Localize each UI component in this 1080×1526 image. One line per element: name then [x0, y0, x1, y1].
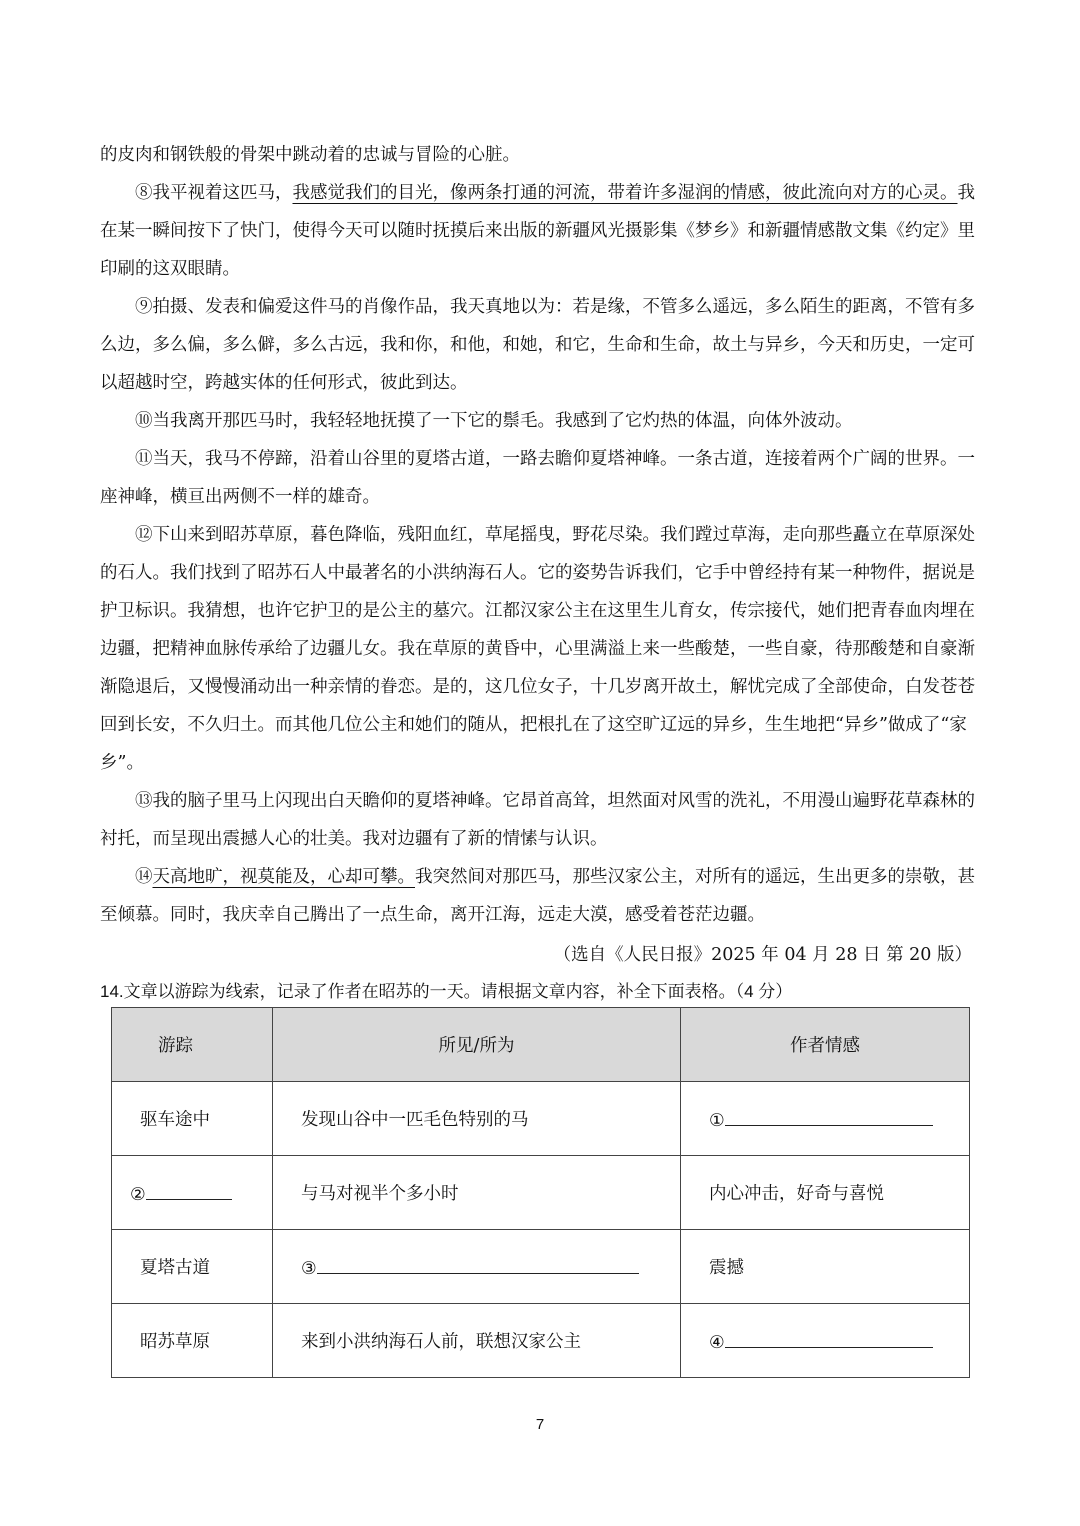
- paragraph-9: ⑨拍摄、发表和偏爱这件马的肖像作品，我天真地以为：若是缘，不管多么遥远，多么陌生的距离，不管有多么边，多么偏，多么僻，多么古远，我和你，和他，和她，和它，生命和生命，故土与异乡，今天和历史，一定可以超越时空，跨越实体的任何形式，彼此到达。: [100, 297, 975, 393]
- table-row: [112, 1156, 970, 1230]
- underlined-sentence: 天高地旷，视莫能及，心却可攀。: [152, 867, 415, 887]
- answer-blank-cell[interactable]: [273, 1230, 681, 1304]
- answer-blank-cell[interactable]: [681, 1304, 970, 1378]
- table-row: [112, 1304, 970, 1378]
- header-route: 游踪: [112, 1008, 273, 1082]
- table-row: [112, 1082, 970, 1156]
- source-citation: （选自《人民日报》2025 年 04 月 28 日 第 20 版）: [553, 945, 972, 965]
- paragraph-text: 的皮肉和钢铁般的骨架中跳动着的忠诚与冒险的心脏。: [100, 145, 520, 165]
- paragraph-number: ⑭: [135, 867, 153, 887]
- paragraph-number: ⑧: [135, 183, 153, 203]
- blank-line[interactable]: [725, 1329, 933, 1348]
- table-cell: 震撼: [681, 1230, 970, 1304]
- answer-blank-cell[interactable]: [112, 1156, 273, 1230]
- page-number: 7: [535, 1416, 545, 1433]
- table-cell: 发现山谷中一匹毛色特别的马: [273, 1082, 681, 1156]
- table-cell: 内心冲击，好奇与喜悦: [681, 1156, 970, 1230]
- underlined-sentence: 我感觉我们的目光，像两条打通的河流，带着许多湿润的情感，彼此流向对方的心灵。: [292, 183, 958, 203]
- paragraph-text: 我在某一瞬间按下了快门，使得今天可以随时抚摸后来出版的新疆风光摄影集《梦乡》和新疆情感散文集《约定》里印刷的这双眼睛。: [100, 183, 975, 279]
- header-seen-done: 所见/所为: [273, 1008, 681, 1082]
- paragraph-8: [100, 174, 980, 288]
- paragraph-text: 我平视着这匹马，: [152, 183, 293, 203]
- blank-number: ③: [301, 1258, 317, 1279]
- blank-line[interactable]: [146, 1181, 232, 1200]
- paragraph-12: ⑫下山来到昭苏草原，暮色降临，残阳血红，草尾摇曳，野花尽染。我们蹚过草海，走向那些矗立在草原深处的石人。我们找到了昭苏石人中最著名的小洪纳海石人。它的姿势告诉我们，它手中曾经持有某一种物件，据说是护卫标识。我猜想，也许它护卫的是公主的墓穴。江都汉家公主在这里生儿育女，传宗接代，她们把青春血肉埋在边疆，把精神血脉传承给了边疆儿女。我在草原的黄昏中，心里满溢上来一些酸楚，一些自豪，待那酸楚和自豪渐渐隐退后，又慢慢涌动出一种亲情的眷恋。是的，这几位女子，十几岁离开故土，解忧完成了全部使命，白发苍苍回到长安，不久归土。而其他几位公主和她们的随从，把根扎在了这空旷辽远的异乡，生生地把“异乡”做成了“家乡”。: [100, 525, 975, 773]
- paragraph-text: 我突然间对那匹马，那些汉家公主，对所有的遥远，生出更多的崇敬，甚至倾慕。同时，我庆幸自己腾出了一点生命，离开江海，远走大漠，感受着苍茫边疆。: [100, 867, 975, 925]
- table-header-row: [112, 1008, 970, 1082]
- table-cell: 来到小洪纳海石人前，联想汉家公主: [273, 1304, 681, 1378]
- table-cell: 昭苏草原: [112, 1304, 273, 1378]
- blank-number: ④: [709, 1332, 725, 1353]
- blank-number: ②: [130, 1184, 146, 1205]
- table-cell: 驱车途中: [112, 1082, 273, 1156]
- paragraph-10: ⑩当我离开那匹马时，我轻轻地抚摸了一下它的鬃毛。我感到了它灼热的体温，向体外波动。: [135, 411, 853, 431]
- paragraph-11: ⑪当天，我马不停蹄，沿着山谷里的夏塔古道，一路去瞻仰夏塔神峰。一条古道，连接着两个广阔的世界。一座神峰，横亘出两侧不一样的雄奇。: [100, 449, 975, 507]
- table-row: [112, 1230, 970, 1304]
- answer-table: [111, 1007, 970, 1378]
- blank-line[interactable]: [725, 1107, 933, 1126]
- table-cell: 夏塔古道: [112, 1230, 273, 1304]
- answer-blank-cell[interactable]: [681, 1082, 970, 1156]
- table-cell: 与马对视半个多小时: [273, 1156, 681, 1230]
- paragraph-continued: [100, 136, 980, 174]
- paragraph-14: [100, 858, 980, 934]
- question-14: 14.文章以游踪为线索，记录了作者在昭苏的一天。请根据文章内容，补全下面表格。（4 分）: [100, 982, 793, 1001]
- blank-line[interactable]: [317, 1255, 639, 1274]
- blank-number: ①: [709, 1110, 725, 1131]
- header-emotion: 作者情感: [681, 1008, 970, 1082]
- paragraph-13: ⑬我的脑子里马上闪现出白天瞻仰的夏塔神峰。它昂首高耸，坦然面对风雪的洗礼，不用漫山遍野花草森林的衬托，而呈现出震撼人心的壮美。我对边疆有了新的情愫与认识。: [100, 791, 975, 849]
